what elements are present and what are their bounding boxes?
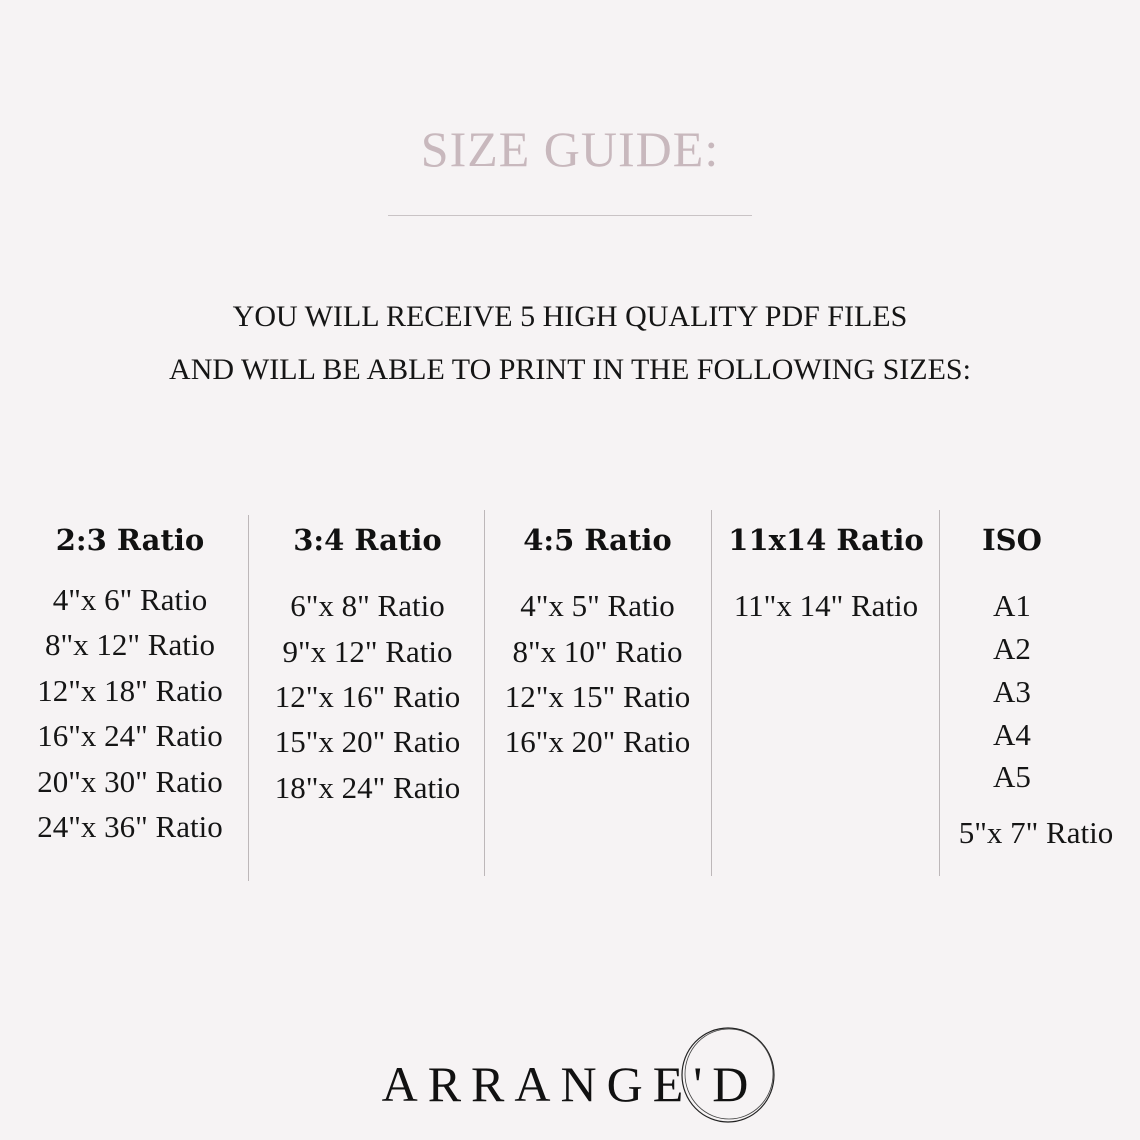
size-item: A2 xyxy=(993,631,1031,666)
size-item: A3 xyxy=(993,674,1031,709)
size-item: 11"x 14" Ratio xyxy=(733,588,919,623)
column-divider xyxy=(248,515,249,881)
size-item: 5"x 7" Ratio xyxy=(958,815,1114,850)
size-item: 4"x 5" Ratio xyxy=(520,588,675,623)
size-item: 8"x 12" Ratio xyxy=(45,627,215,662)
title-underline xyxy=(388,215,752,216)
size-item: 16"x 24" Ratio xyxy=(37,718,223,753)
size-item: 18"x 24" Ratio xyxy=(274,770,461,805)
intro-line-1: YOU WILL RECEIVE 5 HIGH QUALITY PDF FILES xyxy=(232,300,908,333)
size-item: 8"x 10" Ratio xyxy=(512,634,683,669)
size-item: 20"x 30" Ratio xyxy=(37,764,223,799)
column-heading: 3:4 Ratio xyxy=(293,523,442,557)
brand-ring-icon xyxy=(676,1023,780,1127)
brand-logo-text: ARRANGE'D xyxy=(381,1056,759,1112)
page-title: SIZE GUIDE: xyxy=(420,121,720,177)
size-item: 9"x 12" Ratio xyxy=(282,634,453,669)
size-item: A4 xyxy=(993,717,1031,752)
size-item: A1 xyxy=(993,588,1031,623)
size-item: 12"x 16" Ratio xyxy=(274,679,461,714)
intro-line-2: AND WILL BE ABLE TO PRINT IN THE FOLLOWING SIZES: xyxy=(169,353,971,386)
size-item: 12"x 18" Ratio xyxy=(37,673,223,708)
size-item: 6"x 8" Ratio xyxy=(290,588,445,623)
column-divider xyxy=(711,510,712,876)
size-item: 12"x 15" Ratio xyxy=(504,679,691,714)
column-heading: ISO xyxy=(982,523,1042,557)
size-item: 24"x 36" Ratio xyxy=(37,809,223,844)
size-item: A5 xyxy=(993,759,1031,794)
size-item: 4"x 6" Ratio xyxy=(52,582,208,617)
column-heading: 4:5 Ratio xyxy=(523,523,672,557)
size-item: 15"x 20" Ratio xyxy=(274,724,461,759)
column-heading: 2:3 Ratio xyxy=(55,523,205,557)
column-heading: 11x14 Ratio xyxy=(728,523,924,557)
size-item: 16"x 20" Ratio xyxy=(504,724,691,759)
